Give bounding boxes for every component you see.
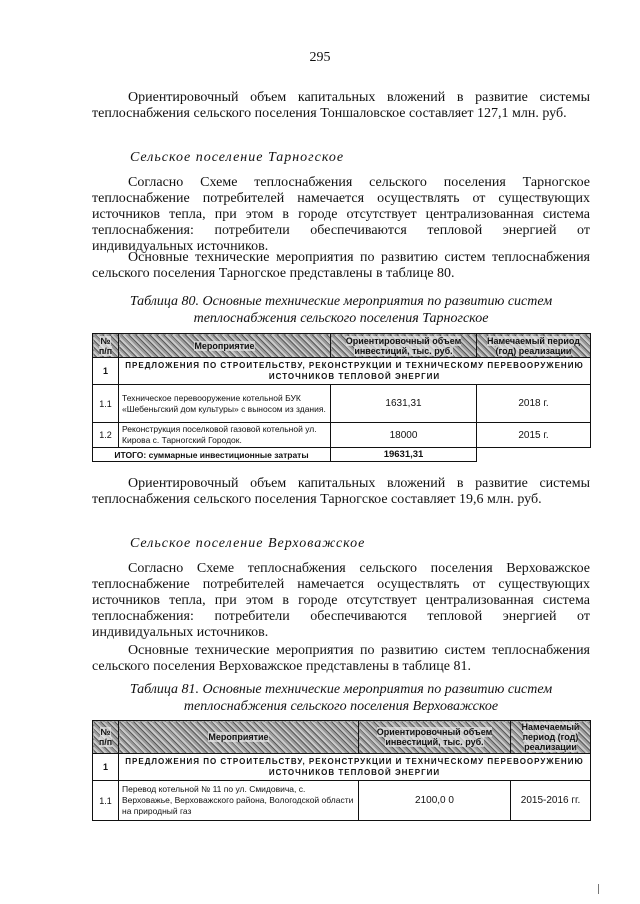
table-80-total-row [93, 448, 591, 462]
table-80-row1-period: 2018 г. [477, 385, 591, 423]
section-title-tarnogskoe: Сельское поселение Тарногское [130, 150, 345, 165]
table-row [93, 385, 591, 423]
table-80-row1-measure: Техническое перевооружение котельной БУК «Шебеньгский дом культуры» с выносом из здания. [119, 385, 331, 423]
table-row [93, 423, 591, 448]
table-81-group-title: ПРЕДЛОЖЕНИЯ ПО СТРОИТЕЛЬСТВУ, РЕКОНСТРУКЦИИ И ТЕХНИЧЕСКОМУ ПЕРЕВООРУЖЕНИЮ ИСТОЧНИКОВ ТЕПЛОВОЙ ЭНЕРГИИ [119, 754, 591, 781]
table-80-header-no: № п/п [93, 334, 119, 358]
table-81-group-no: 1 [93, 754, 119, 781]
table-81-header-row [93, 721, 591, 754]
table-81-header-period: Намечаемый период (год) реализации [511, 721, 591, 754]
paragraph-tonshalovskoe-investment: Ориентировочный объем капитальных вложений в развитие системы теплоснабжения сельского поселения Тоншаловское составляет 127,1 млн. руб. [92, 90, 590, 121]
table-80-row1-no: 1.1 [93, 385, 119, 423]
table-81-header-invest: Ориентировочный объем инвестиций, тыс. руб. [359, 721, 511, 754]
table-80-group-title: ПРЕДЛОЖЕНИЯ ПО СТРОИТЕЛЬСТВУ, РЕКОНСТРУКЦИИ И ТЕХНИЧЕСКОМУ ПЕРЕВООРУЖЕНИЮ ИСТОЧНИКОВ ТЕПЛОВОЙ ЭНЕРГИИ [119, 358, 591, 385]
table-81-caption [92, 681, 590, 715]
table-80-row2-period: 2015 г. [477, 423, 591, 448]
paragraph-tarnogskoe-scheme: Согласно Схеме теплоснабжения сельского поселения Тарногское теплоснабжение потребителей намечается осуществлять от существующих источников тепла, при этом в городе отсутствует централизованная система теплоснабжения: потребители обеспечиваются тепловой энергией от индивидуальных источников. [92, 175, 590, 254]
table-80-total-value: 19631,31 [331, 448, 477, 462]
table-80-caption-line2: теплоснабжения сельского поселения Тарногское [193, 311, 489, 326]
table-80-header-measure: Мероприятие [119, 334, 331, 358]
table-80-caption-line1: Таблица 80. Основные технические мероприятия по развитию систем [129, 294, 553, 309]
table-80-caption [92, 293, 590, 327]
table-81-row1-measure: Перевод котельной № 11 по ул. Смидовича, с. Верховажье, Верховажского района, Вологодской области на природный газ [119, 781, 359, 821]
table-80-group-row [93, 358, 591, 385]
table-80-total-empty [477, 448, 591, 462]
table-80-row2-no: 1.2 [93, 423, 119, 448]
table-81-header-measure: Мероприятие [119, 721, 359, 754]
table-80-row2-invest: 18000 [331, 423, 477, 448]
table-80-header-period: Намечаемый период (год) реализации [477, 334, 591, 358]
table-81-caption-line1: Таблица 81. Основные технические мероприятия по развитию систем [129, 682, 553, 697]
table-81 [92, 720, 591, 821]
table-81-row1-period: 2015-2016 гг. [511, 781, 591, 821]
table-81-caption-line2: теплоснабжения сельского поселения Верховажское [183, 699, 499, 714]
table-81-group-row [93, 754, 591, 781]
section-title-verkhovazhskoe: Сельское поселение Верховажское [130, 536, 366, 551]
table-80 [92, 333, 591, 462]
table-80-header-invest: Ориентировочный объем инвестиций, тыс. руб. [331, 334, 477, 358]
paragraph-tarnogskoe-table-ref: Основные технические мероприятия по развитию систем теплоснабжения сельского поселения Тарногское представлены в таблице 80. [92, 250, 590, 281]
table-80-group-no: 1 [93, 358, 119, 385]
table-80-row2-measure: Реконструкция поселковой газовой котельной ул. Кирова с. Тарногский Городок. [119, 423, 331, 448]
paragraph-tarnogskoe-investment: Ориентировочный объем капитальных вложений в развитие системы теплоснабжения сельского поселения Тарногское составляет 19,6 млн. руб. [92, 476, 590, 507]
table-81-row1-invest: 2100,0 0 [359, 781, 511, 821]
table-80-total-label: ИТОГО: суммарные инвестиционные затраты [93, 448, 331, 462]
table-81-header-no: № п/п [93, 721, 119, 754]
scan-mark [598, 884, 599, 894]
table-80-header-row [93, 334, 591, 358]
paragraph-verkhovazhskoe-scheme: Согласно Схеме теплоснабжения сельского поселения Верховажское теплоснабжение потребителей намечается осуществлять от существующих источников тепла, при этом в городе отсутствует централизованная система теплоснабжения: потребители обеспечиваются тепловой энергией от индивидуальных источников. [92, 561, 590, 640]
paragraph-verkhovazhskoe-table-ref: Основные технические мероприятия по развитию систем теплоснабжения сельского поселения Верховажское представлены в таблице 81. [92, 643, 590, 674]
page-number: 295 [309, 50, 331, 65]
table-80-row1-invest: 1631,31 [331, 385, 477, 423]
table-row [93, 781, 591, 821]
table-81-row1-no: 1.1 [93, 781, 119, 821]
